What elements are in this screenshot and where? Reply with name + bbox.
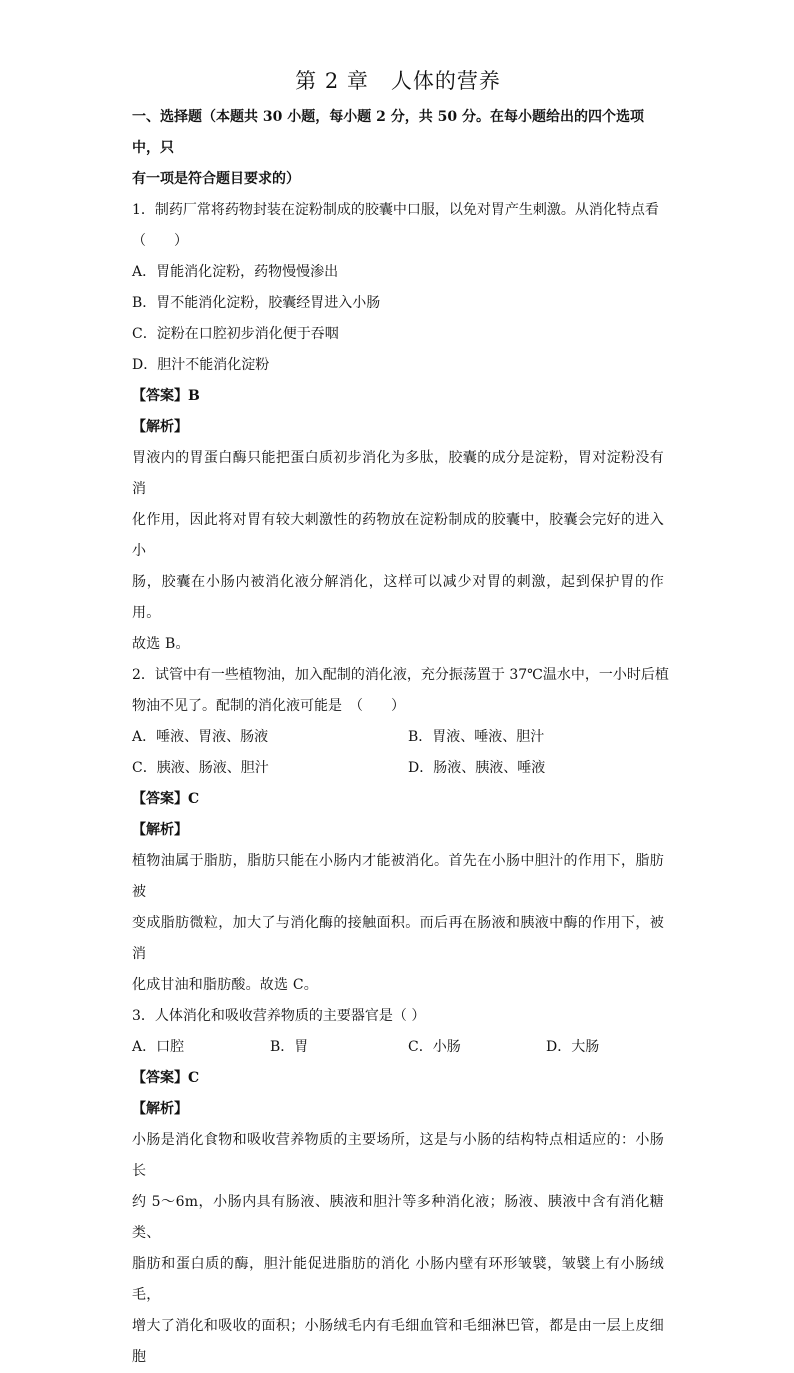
q2-options	[132, 722, 664, 784]
q2-analysis-label: 【解析】	[132, 822, 188, 838]
q3-analysis-line-4: 增大了消化和吸收的面积；小肠绒毛内有毛细血管和毛细淋巴管，都是由一层上皮细胞	[132, 1318, 664, 1365]
q3-analysis-line-2: 约 5～6m，小肠内具有肠液、胰液和胆汁等多种消化液；肠液、胰液中含有消化糖类、	[132, 1194, 664, 1241]
q2-analysis-line-3: 化成甘油和脂肪酸。故选 C。	[132, 977, 318, 993]
q2-analysis-line-2: 变成脂肪微粒，加大了与消化酶的接触面积。而后再在肠液和胰液中酶的作用下，被消	[132, 915, 664, 962]
q3-option-b: B．胃	[270, 1039, 309, 1055]
q1-option-a: A．胃能消化淀粉，药物慢慢渗出	[132, 264, 339, 280]
q1-analysis-line-1: 胃液内的胃蛋白酶只能把蛋白质初步消化为多肽，胶囊的成分是淀粉，胃对淀粉没有消	[132, 450, 664, 497]
q2-option-b: B．胃液、唾液、胆汁	[408, 729, 545, 745]
q1-analysis-line-2: 化作用，因此将对胃有较大刺激性的药物放在淀粉制成的胶囊中，胶囊会完好的进入小	[132, 512, 664, 559]
q1-analysis-line-3: 肠，胶囊在小肠内被消化液分解消化，这样可以减少对胃的刺激，起到保护胃的作用。	[132, 574, 664, 621]
page-title: 第 2 章 人体的营养	[295, 69, 501, 93]
q2-option-d: D．肠液、胰液、唾液	[408, 760, 546, 776]
q2-answer: 【答案】C	[132, 791, 200, 807]
q1-stem-line-1: 1．制药厂常将药物封装在淀粉制成的胶囊中口服，以免对胃产生刺激。从消化特点看	[132, 202, 659, 218]
q1-analysis-label: 【解析】	[132, 419, 188, 435]
q3-stem-line-1: 3．人体消化和吸收营养物质的主要器官是（ ）	[132, 1008, 426, 1024]
q2-analysis-line-1: 植物油属于脂肪，脂肪只能在小肠内才能被消化。首先在小肠中胆汁的作用下，脂肪被	[132, 853, 664, 900]
section-heading-line-2: 有一项是符合题目要求的）	[132, 171, 300, 187]
q2-stem-line-2: 物油不见了。配制的消化液可能是 （ ）	[132, 698, 405, 714]
q3-analysis-line-1: 小肠是消化食物和吸收营养物质的主要场所，这是与小肠的结构特点相适应的：小肠长	[132, 1132, 664, 1179]
q3-option-d: D．大肠	[546, 1039, 600, 1055]
q3-options	[132, 1032, 664, 1063]
q2-option-c: C．胰液、肠液、胆汁	[132, 760, 269, 776]
q3-analysis-line-3: 脂肪和蛋白质的酶，胆汁能促进脂肪的消化 小肠内壁有环形皱襞，皱襞上有小肠绒毛，	[132, 1256, 664, 1303]
section-heading-line-1: 一、选择题（本题共 30 小题，每小题 2 分，共 50 分。在每小题给出的四个选项中，只	[132, 109, 644, 156]
q1-option-d: D．胆汁不能消化淀粉	[132, 357, 270, 373]
q3-analysis-label: 【解析】	[132, 1101, 188, 1117]
document-page	[132, 66, 669, 1373]
q2-option-a: A．唾液、胃液、肠液	[132, 729, 269, 745]
q1-option-c: C．淀粉在口腔初步消化便于吞咽	[132, 326, 339, 342]
q3-answer: 【答案】C	[132, 1070, 200, 1086]
q1-analysis-line-4: 故选 B。	[132, 636, 190, 652]
q1-stem-line-2: （ ）	[132, 233, 188, 249]
q3-option-c: C．小肠	[408, 1039, 461, 1055]
q1-answer: 【答案】B	[132, 388, 200, 404]
q2-stem-line-1: 2．试管中有一些植物油，加入配制的消化液，充分振荡置于 37℃温水中，一小时后植	[132, 667, 669, 683]
q3-option-a: A．口腔	[132, 1039, 185, 1055]
q1-option-b: B．胃不能消化淀粉，胶囊经胃进入小肠	[132, 295, 381, 311]
